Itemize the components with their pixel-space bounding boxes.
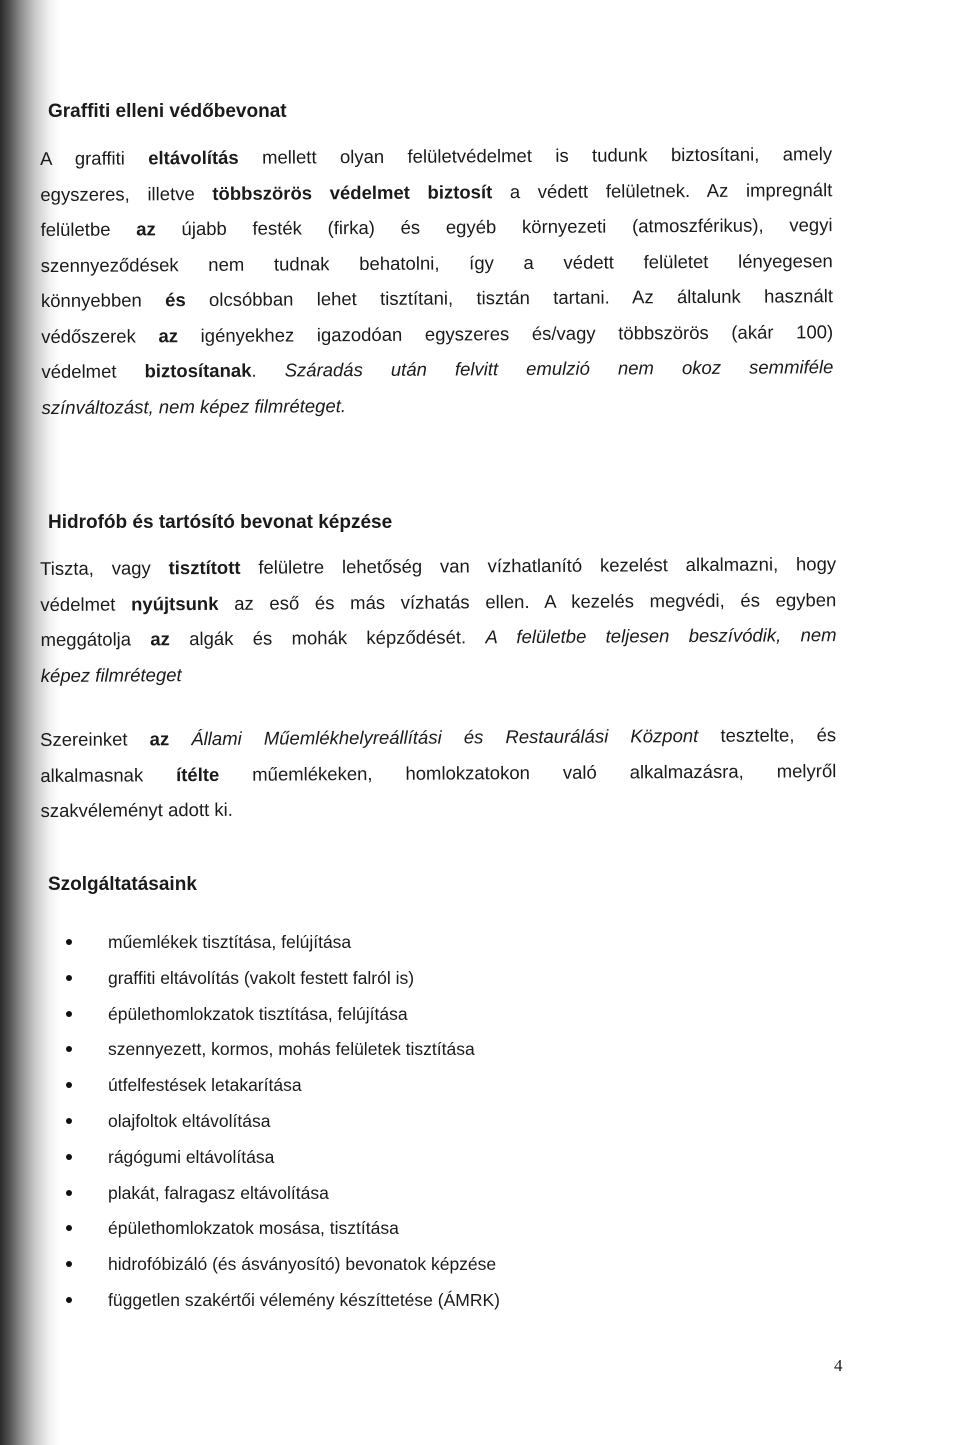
text-line	[41, 349, 833, 389]
text-line	[41, 314, 833, 354]
text-line	[40, 617, 836, 657]
text-segment: Szereinket	[40, 728, 150, 750]
text-segment: mellett olyan felületvédelmet is tudunk biztosítani, amely	[238, 143, 833, 168]
text-segment: az	[158, 324, 179, 346]
list-item-label: műemlékek tisztítása, felújítása	[108, 932, 352, 952]
text-segment: tesztelte, és	[698, 724, 837, 746]
bullet-icon	[66, 1190, 72, 1196]
list-item-label: független szakértői vélemény készíttetése (ÁMRK)	[108, 1289, 500, 1310]
list-item	[66, 1250, 500, 1286]
text-segment: algák és mohák képződését.	[169, 626, 486, 650]
text-segment: könnyebben	[40, 289, 166, 311]
text-segment: Állami Műemlékhelyreállítási és Restaurálási Központ	[191, 724, 699, 750]
list-item	[66, 964, 500, 1000]
list-item	[66, 1035, 500, 1071]
text-segment: meggátolja	[40, 628, 151, 650]
text-segment: alkalmasnak	[40, 763, 177, 786]
text-segment: képez filmréteget	[40, 663, 182, 686]
list-item-label: plakát, falragasz eltávolítása	[108, 1182, 329, 1203]
text-segment: védőszerek	[41, 324, 159, 347]
text-line	[40, 136, 832, 176]
bullet-icon	[66, 1297, 72, 1303]
text-line	[41, 278, 833, 318]
text-segment: A graffiti	[40, 147, 149, 169]
heading-graffiti: Graffiti elleni védőbevonat	[48, 101, 287, 122]
paragraph-hydrophobic	[40, 546, 837, 693]
heading-hydrophobic: Hidrofób és tartósító bevonat képzése	[48, 512, 393, 533]
text-segment: többszörös védelmet biztosít	[212, 180, 493, 204]
text-segment: újabb festék (firka) és egyéb környezeti (atmoszférikus), vegyi	[155, 214, 833, 240]
text-line	[40, 546, 836, 586]
bullet-icon	[66, 1261, 72, 1267]
text-segment: felületre lehetőség van vízhatlanító kezelést alkalmazni, hogy	[240, 553, 837, 578]
text-segment: tisztított	[168, 556, 241, 579]
list-item-label: épülethomlokzatok tisztítása, felújítása	[108, 1003, 408, 1024]
list-item-label: épülethomlokzatok mosása, tisztítása	[108, 1218, 399, 1239]
bullet-icon	[66, 1011, 72, 1017]
text-segment: igényekhez igazodóan egyszeres és/vagy többszörös (akár 100)	[177, 320, 834, 346]
list-item-label: graffiti eltávolítás (vakolt festett falról is)	[108, 967, 415, 988]
text-segment: Száradás után felvitt emulzió nem okoz semmiféle	[284, 356, 834, 381]
text-segment: az	[136, 218, 156, 240]
text-line	[40, 207, 832, 247]
heading-services: Szolgáltatásaink	[48, 874, 197, 895]
text-segment: védelmet	[40, 592, 132, 615]
text-line	[40, 582, 836, 622]
text-segment: műemlékeken, homlokzatokon való alkalmazásra, melyről	[219, 759, 837, 785]
bullet-icon	[66, 1046, 72, 1052]
list-item	[66, 1000, 500, 1036]
list-item	[66, 1214, 500, 1250]
text-segment: védelmet	[41, 360, 145, 382]
bullet-icon	[66, 1118, 72, 1124]
list-item-label: olajfoltok eltávolítása	[108, 1110, 271, 1131]
list-item	[66, 928, 500, 964]
text-segment: egyszeres, illetve	[40, 182, 213, 205]
text-line	[40, 788, 836, 828]
paragraph-approval	[40, 717, 837, 828]
text-segment: felületbe	[40, 218, 137, 240]
bullet-icon	[66, 1225, 72, 1231]
list-item-label: rágógumi eltávolítása	[108, 1146, 275, 1167]
list-item	[66, 1071, 500, 1107]
bullet-icon	[66, 1082, 72, 1088]
list-item	[66, 1179, 500, 1215]
text-segment: színváltozást, nem képez filmréteget.	[41, 394, 347, 418]
text-segment: szakvéleményt adott ki.	[40, 798, 233, 821]
list-item	[66, 1143, 500, 1179]
list-item-label: útfelfestések letakarítása	[108, 1075, 302, 1096]
text-line	[40, 753, 836, 793]
text-segment: biztosítanak	[144, 359, 252, 382]
text-segment: Tiszta, vagy	[40, 557, 169, 579]
list-item-label: hidrofóbizáló (és ásványosító) bevonatok képzése	[108, 1254, 497, 1275]
text-segment: .	[251, 359, 285, 381]
list-item-label: szennyezett, kormos, mohás felületek tisztítása	[108, 1039, 475, 1060]
text-segment: olcsóbban lehet tisztítani, tisztán tartani. Az általunk használt	[185, 285, 834, 311]
bullet-icon	[66, 975, 72, 981]
text-segment: eltávolítás	[148, 146, 239, 169]
text-line	[40, 717, 836, 757]
text-line	[42, 385, 834, 425]
list-item	[66, 1286, 500, 1322]
text-line	[40, 172, 832, 212]
paragraph-graffiti	[40, 136, 834, 425]
text-segment	[169, 728, 191, 749]
text-segment: A felületbe teljesen beszívódik, nem	[485, 624, 837, 648]
text-segment: szennyeződések nem tudnak behatolni, így a védett felületet lényegesen	[40, 249, 833, 276]
text-segment: nyújtsunk	[131, 592, 219, 614]
bullet-icon	[66, 939, 72, 945]
page-number: 4	[834, 1356, 843, 1375]
text-segment: ítélte	[176, 763, 220, 785]
text-line	[41, 653, 837, 693]
text-segment: az eső és más vízhatás ellen. A kezelés megvédi, és egyben	[218, 588, 837, 614]
list-item	[66, 1107, 500, 1143]
text-segment: az	[149, 728, 170, 750]
services-list	[66, 928, 500, 1322]
text-segment: az	[150, 628, 170, 650]
text-segment: a védett felületnek. Az impregnált	[492, 178, 833, 202]
bullet-icon	[66, 1154, 72, 1160]
text-segment: és	[165, 289, 186, 311]
text-line	[41, 243, 833, 283]
